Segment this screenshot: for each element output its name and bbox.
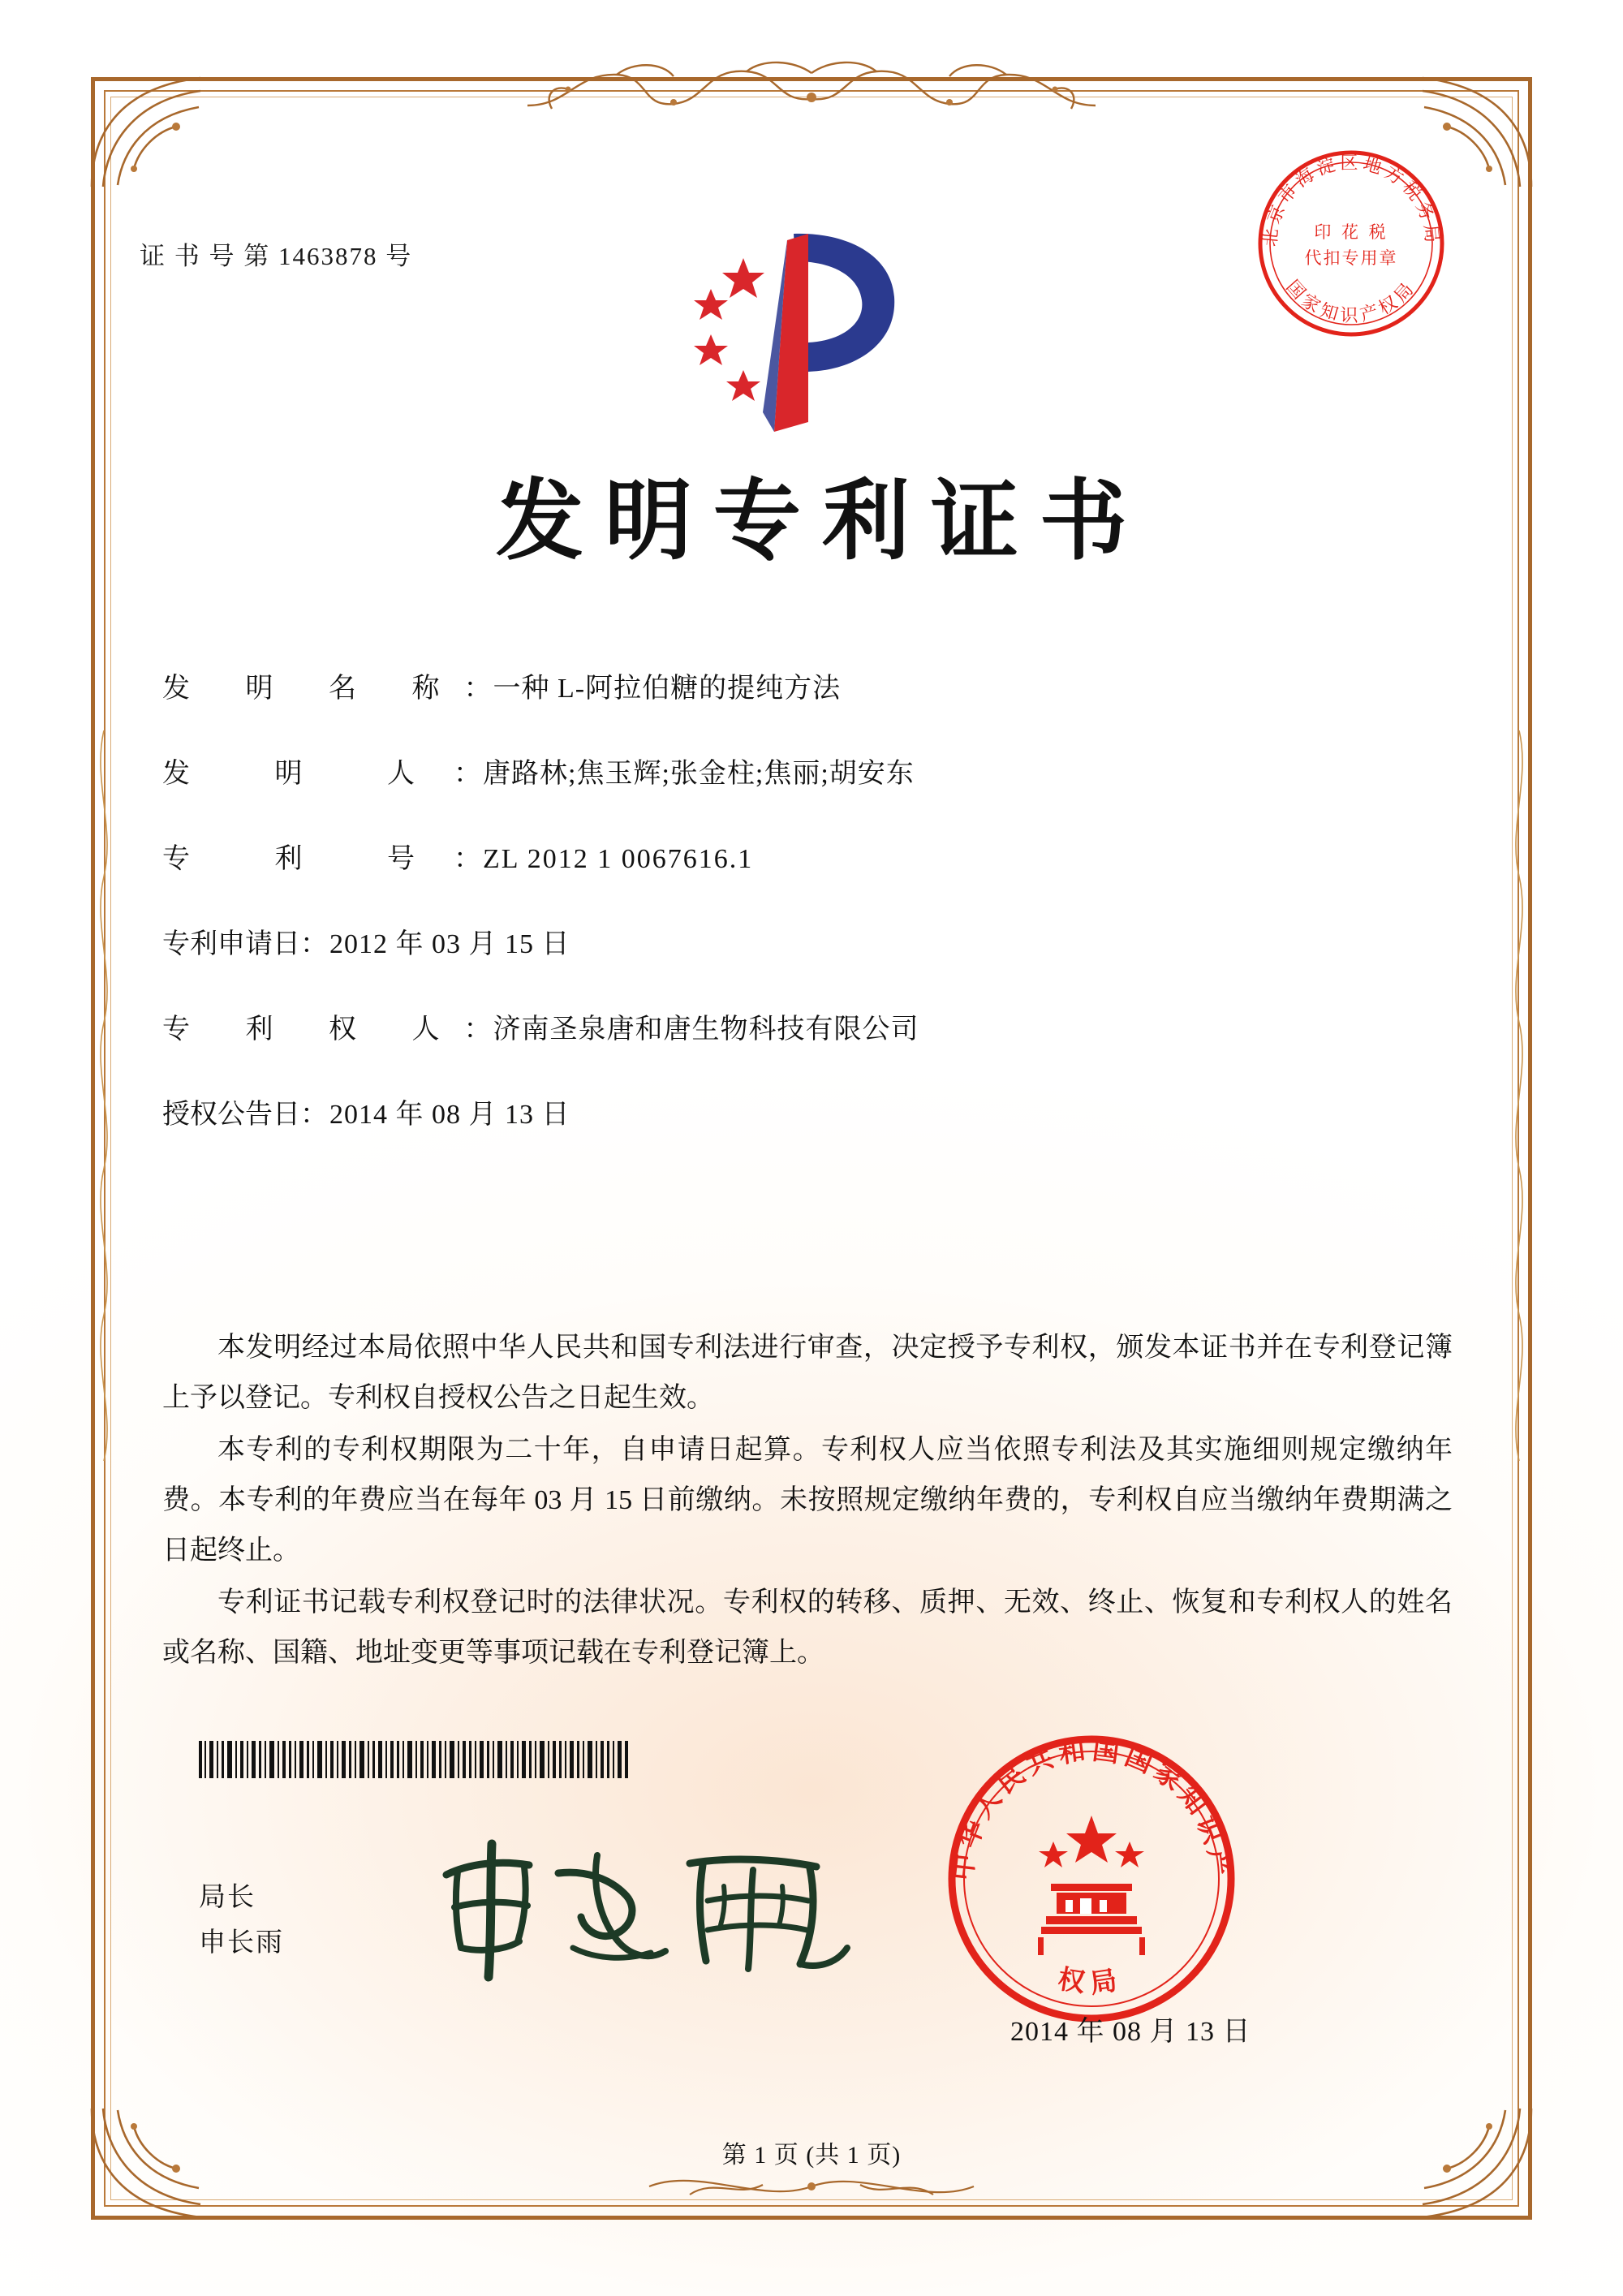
field-separator: ： [300, 1100, 328, 1130]
field-value-application-date: 2012 年 03 月 15 日 [329, 929, 570, 959]
paragraph-2: 本专利的专利权期限为二十年，自申请日起算。专利权人应当依照专利法及其实施细则规定缴纳年费。本专利的年费应当在每年 03 月 15 日前缴纳。未按照规定缴纳年费的，专利权自应当缴纳年费期满之日起终止。 [162, 1435, 1453, 1566]
field-separator: ： [463, 674, 492, 704]
field-separator: ： [454, 844, 481, 874]
field-value-grant-date: 2014 年 08 月 13 日 [329, 1100, 570, 1130]
field-grant-date [162, 1092, 1461, 1131]
field-value-invention-title: 一种 L-阿拉伯糖的提纯方法 [493, 674, 842, 704]
field-list [162, 666, 1461, 1177]
field-label: 发 明 人 [162, 759, 454, 789]
field-patentee [162, 1006, 1461, 1046]
handwritten-signature-icon [422, 1826, 860, 1988]
tax-stamp-seal-icon [1250, 142, 1453, 345]
cnipa-official-seal-icon [937, 1725, 1246, 2033]
seal-date: 2014 年 08 月 13 日 [1010, 2017, 1251, 2047]
body-text [162, 1323, 1453, 1680]
signature-title-label: 局长 [199, 1883, 256, 1912]
field-label: 授权公告日 [162, 1100, 300, 1130]
field-patent-number [162, 836, 1461, 876]
page-title: 发明专利证书 [495, 470, 1148, 572]
paragraph-3: 专利证书记载专利权登记时的法律状况。专利权的转移、质押、无效、终止、恢复和专利权人的姓名或名称、国籍、地址变更等事项记载在专利登记簿上。 [162, 1587, 1453, 1668]
field-application-date [162, 921, 1461, 961]
right-side-ornament-icon [1503, 730, 1535, 1461]
signature-name-label: 申长雨 [199, 1928, 284, 1958]
field-invention-title [162, 666, 1461, 705]
footer-page-number: 第 1 页 (共 1 页) [721, 2142, 902, 2169]
field-label: 专利申请日 [162, 929, 300, 959]
patent-barcode-icon [199, 1741, 629, 1778]
field-separator: ： [463, 1014, 492, 1045]
svg-text:印 花 税: 印 花 税 [1314, 222, 1388, 242]
svg-text:国家知识产权局: 国家知识产权局 [1281, 276, 1421, 326]
field-label: 发 明 名 称 [162, 674, 464, 704]
cnipa-logo-icon [674, 219, 917, 438]
field-separator: ： [454, 759, 481, 789]
signature-block [199, 1875, 284, 1966]
top-scroll-ornament-icon [519, 57, 1104, 120]
field-value-inventors: 唐路林;焦玉辉;张金柱;焦丽;胡安东 [483, 759, 915, 789]
field-value-patent-number: ZL 2012 1 0067616.1 [483, 844, 754, 874]
left-side-ornament-icon [88, 730, 120, 1461]
paragraph-1: 本发明经过本局依照中华人民共和国专利法进行审查，决定授予专利权，颁发本证书并在专利登记簿上予以登记。专利权自授权公告之日起生效。 [162, 1333, 1453, 1413]
certificate-number: 证 书 号 第 1463878 号 [140, 242, 413, 270]
svg-text:中华人民共和国国家知识产: 中华人民共和国国家知识产 [945, 1733, 1238, 1883]
svg-text:代扣专用章: 代扣专用章 [1304, 248, 1398, 268]
field-label: 专 利 号 [162, 844, 454, 874]
field-separator: ： [300, 929, 328, 959]
svg-text:北京市海淀区地方税务局: 北京市海淀区地方税务局 [1260, 153, 1442, 248]
svg-text:权局: 权局 [1056, 1962, 1127, 2000]
field-value-patentee: 济南圣泉唐和唐生物科技有限公司 [493, 1014, 919, 1045]
field-inventors [162, 751, 1461, 790]
field-label: 专 利 权 人 [162, 1014, 464, 1045]
